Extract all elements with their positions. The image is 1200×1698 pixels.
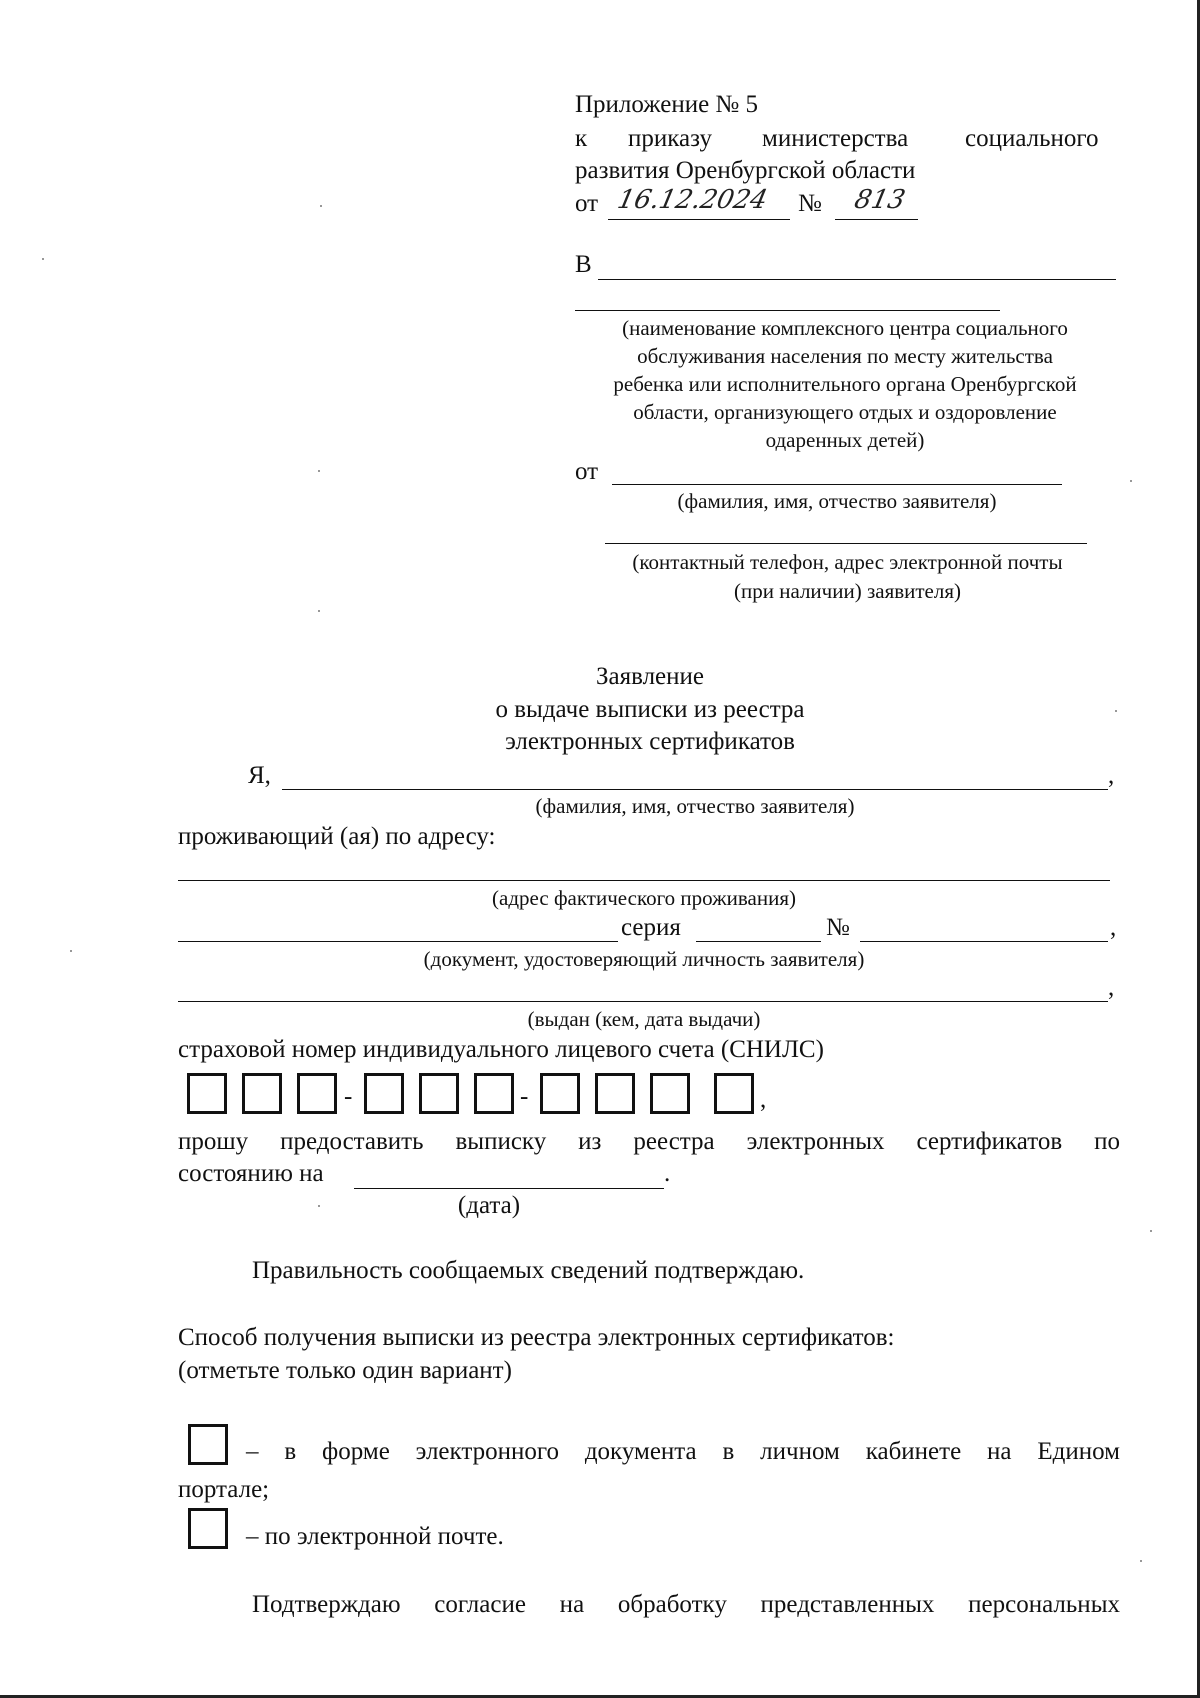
full-name-comma: , [1108, 762, 1115, 789]
applicant-name-line [612, 484, 1062, 485]
contact-line [605, 543, 1087, 544]
option-portal-text: – в форме электронного документа в личном кабинете на Едином [246, 1438, 1120, 1465]
snils-digit-box[interactable] [297, 1073, 337, 1114]
from-prefix: от [575, 458, 599, 485]
appendix-region: развития Оренбургской области [575, 157, 916, 184]
scan-speck [70, 950, 72, 952]
request-text-line-1: прошу предоставить выписку из реестра электронных сертификатов по [178, 1128, 1120, 1155]
issued-line [178, 1001, 1108, 1002]
snils-digit-box[interactable] [714, 1073, 754, 1114]
option-email-text: – по электронной почте. [246, 1523, 504, 1550]
option-portal-text-line-2: портале; [178, 1476, 270, 1503]
statement-date-caption: (дата) [457, 1192, 521, 1219]
appendix-word-order: приказу [628, 125, 712, 152]
scan-speck [318, 610, 320, 612]
scan-speck [318, 470, 320, 472]
snils-digit-box[interactable] [595, 1073, 635, 1114]
document-type-line [178, 941, 618, 942]
residing-label: проживающий (ая) по адресу: [178, 823, 496, 850]
full-name-line [282, 789, 1108, 790]
contact-caption-2: (при наличии) заявителя) [733, 579, 962, 603]
addressee-caption-4: области, организующего отдых и оздоровление [633, 400, 1057, 424]
snils-digit-box[interactable] [419, 1073, 459, 1114]
request-text-line-2: состоянию на [178, 1160, 324, 1187]
addressee-caption-5: одаренных детей) [765, 428, 925, 452]
scan-speck [318, 1205, 320, 1207]
snils-digit-box[interactable] [187, 1073, 227, 1114]
document-title: Заявление [595, 663, 705, 690]
series-line [696, 941, 821, 942]
applicant-name-caption: (фамилия, имя, отчество заявителя) [677, 489, 997, 513]
order-number-sign: № [798, 190, 822, 217]
option-portal-checkbox[interactable] [188, 1424, 228, 1465]
snils-digit-box[interactable] [474, 1073, 514, 1114]
appendix-word-ministry: министерства [762, 125, 909, 152]
order-number-handwritten: 813 [851, 185, 908, 215]
addressee-line-2 [575, 310, 1000, 311]
method-label: Способ получения выписки из реестра электронных сертификатов: [178, 1324, 895, 1351]
order-date-handwritten: 16.12.2024 [614, 185, 771, 215]
order-date-line [608, 219, 790, 220]
addressee-prefix: В [575, 251, 592, 278]
snils-label: страховой номер индивидуального лицевого счета (СНИЛС) [178, 1036, 824, 1063]
scan-speck [1140, 1560, 1142, 1562]
issued-caption: (выдан (кем, дата выдачи) [527, 1007, 761, 1031]
order-number-line [835, 219, 918, 220]
scan-speck [320, 205, 322, 207]
snils-digit-box[interactable] [242, 1073, 282, 1114]
addressee-caption-1: (наименование комплексного центра социального [622, 316, 1068, 340]
document-comma: , [1110, 914, 1117, 941]
i-prefix: Я, [248, 762, 271, 789]
option-email-checkbox[interactable] [188, 1508, 228, 1549]
document-title-line-3: электронных сертификатов [505, 728, 795, 755]
addressee-line-1 [598, 279, 1116, 280]
snils-digit-box[interactable] [364, 1073, 404, 1114]
scan-speck [1150, 1230, 1152, 1232]
snils-dash: - [520, 1083, 529, 1110]
order-date-prefix: от [575, 190, 599, 217]
document-title-line-2: о выдаче выписки из реестра [495, 696, 805, 723]
issued-comma: , [1108, 974, 1115, 1001]
document-number-line [860, 941, 1108, 942]
contact-caption-1: (контактный телефон, адрес электронной почты [632, 550, 1063, 574]
scan-speck [1115, 710, 1117, 712]
snils-dash: - [344, 1083, 353, 1110]
statement-date-period: . [664, 1160, 671, 1187]
full-name-caption: (фамилия, имя, отчество заявителя) [535, 794, 855, 818]
scan-speck [42, 258, 44, 260]
snils-digit-box[interactable] [650, 1073, 690, 1114]
consent-text: Подтверждаю согласие на обработку представленных персональных [252, 1591, 1120, 1618]
address-line [178, 880, 1110, 881]
addressee-caption-2: обслуживания населения по месту жительства [637, 344, 1053, 368]
snils-comma: , [760, 1086, 767, 1113]
document-caption: (документ, удостоверяющий личность заявителя) [423, 947, 865, 971]
document-number-label: № [826, 914, 850, 941]
series-label: серия [621, 914, 681, 941]
scan-speck [1130, 480, 1132, 482]
method-hint: (отметьте только один вариант) [178, 1357, 512, 1384]
addressee-caption-3: ребенка или исполнительного органа Оренбургской [613, 372, 1077, 396]
address-caption: (адрес фактического проживания) [492, 886, 796, 910]
confirmation-text: Правильность сообщаемых сведений подтверждаю. [252, 1257, 805, 1284]
statement-date-line [354, 1188, 664, 1189]
appendix-number: Приложение № 5 [575, 91, 759, 118]
appendix-word-social: социального [965, 125, 1099, 152]
snils-digit-box[interactable] [540, 1073, 580, 1114]
appendix-k: к [575, 125, 588, 152]
